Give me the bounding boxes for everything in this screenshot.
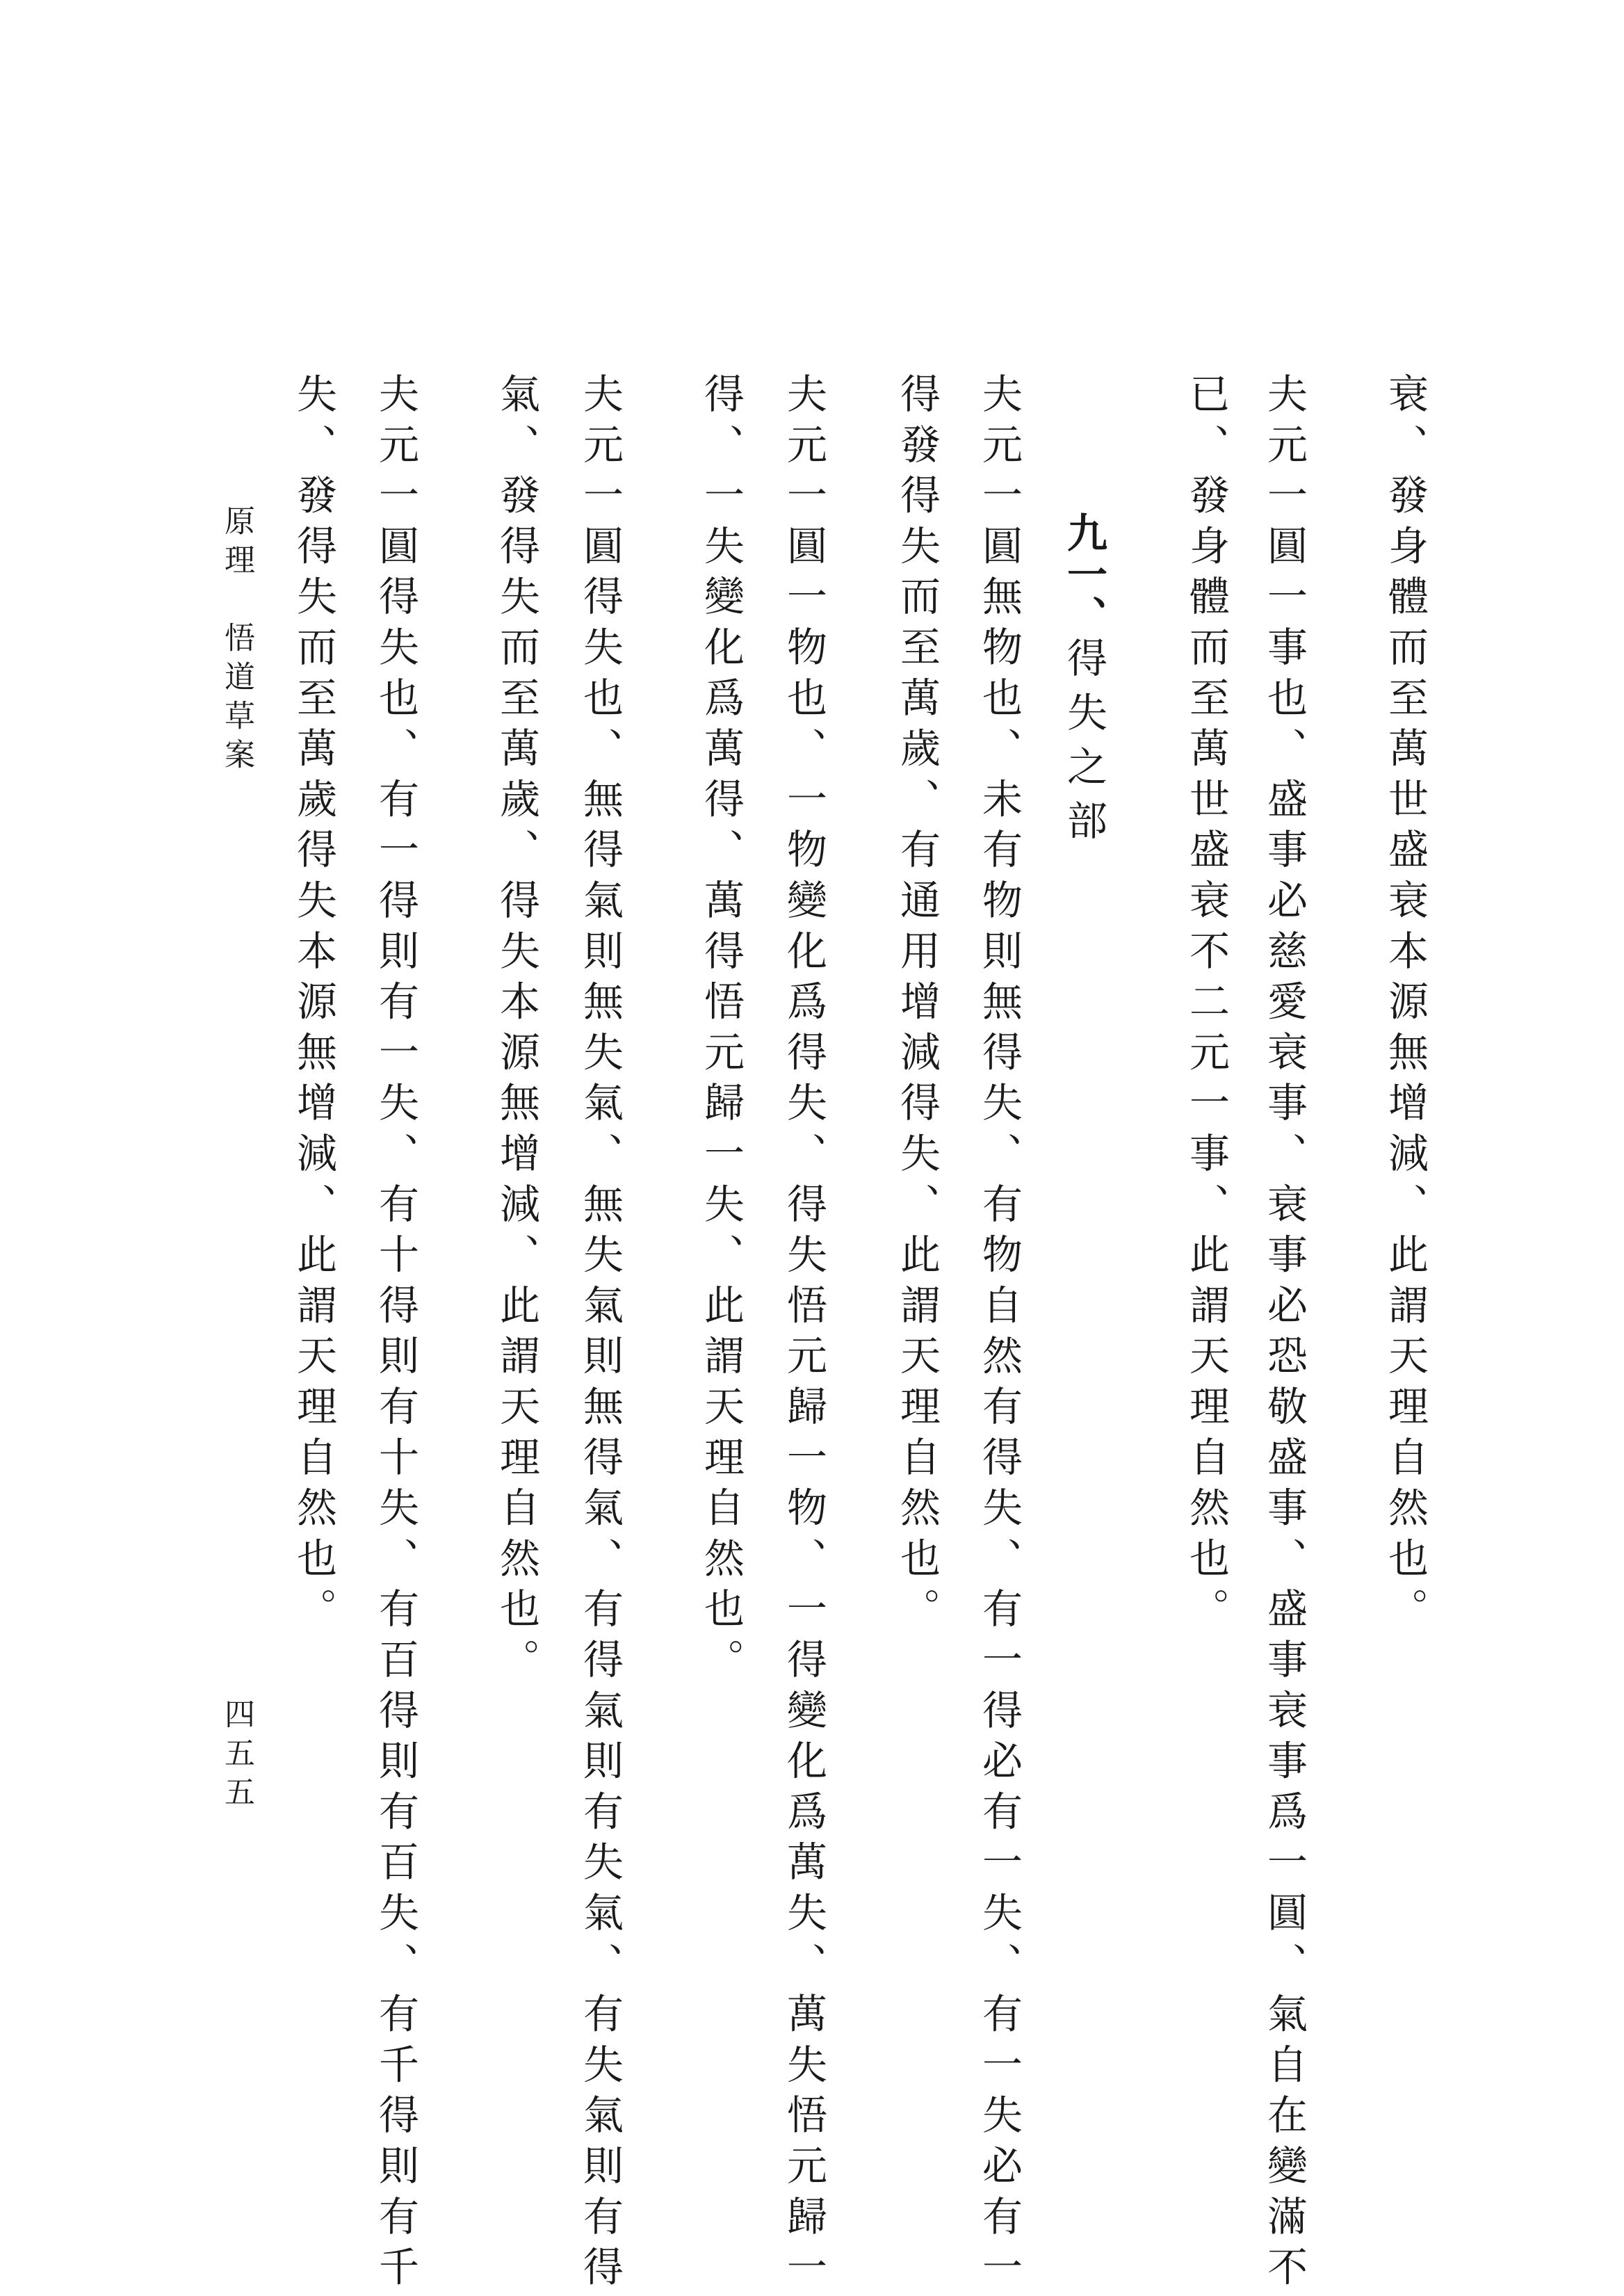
section-title: 得失之部 [1060, 637, 1107, 854]
text-column-1: 衰、發身體而至萬世盛衰本源無增減、此謂天理自然也。 [1381, 373, 1429, 1638]
text-column-7: 得、一失變化爲萬得、萬得悟元歸一失、此謂天理自然也。 [697, 373, 745, 1689]
text-column-11: 失、發得失而至萬歲得失本源無增減、此謂天理自然也。 [290, 373, 337, 1638]
text-column-2: 夫元一圓一事也、盛事必慈愛衰事、衰事必恐敬盛事、盛事衰事爲一圓、氣自在變滿不 [1260, 373, 1308, 2296]
text-column-8: 夫元一圓得失也、無得氣則無失氣、無失氣則無得氣、有得氣則有失氣、有失氣則有得 [576, 373, 624, 2296]
section-number: 九一、 [1060, 512, 1107, 637]
section-heading [1060, 512, 1107, 854]
text-column-3: 已、發身體而至萬世盛衰不二元一事、此謂天理自然也。 [1183, 373, 1230, 1638]
text-column-6: 夫元一圓一物也、一物變化爲得失、得失悟元歸一物、一得變化爲萬失、萬失悟元歸一 [780, 373, 827, 2296]
running-footer: 原理 悟道草案 [219, 505, 254, 777]
text-column-10: 夫元一圓得失也、有一得則有一失、有十得則有十失、有百得則有百失、有千得則有千 [372, 373, 419, 2296]
text-column-4: 夫元一圓無物也、未有物則無得失、有物自然有得失、有一得必有一失、有一失必有一 [975, 373, 1023, 2296]
text-column-9: 氣、發得失而至萬歲、得失本源無增減、此謂天理自然也。 [493, 373, 540, 1689]
text-column-5: 得發得失而至萬歲、有通用增減得失、此謂天理自然也。 [893, 373, 941, 1638]
page-number: 四五五 [219, 1698, 254, 1815]
